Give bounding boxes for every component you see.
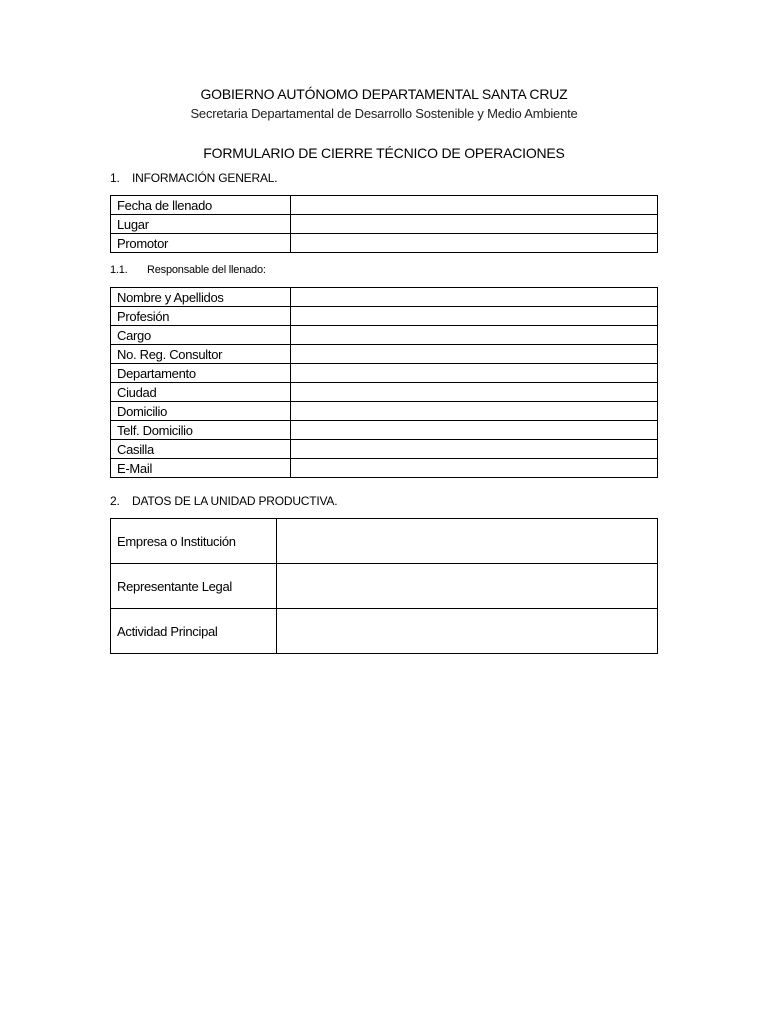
table-row: [111, 564, 658, 609]
email-field[interactable]: [291, 459, 657, 477]
field-label: Nombre y Apellidos: [111, 288, 291, 307]
representante-legal-cell[interactable]: [277, 564, 658, 609]
empresa-institucion-cell[interactable]: [277, 519, 658, 564]
section-1-1-number: 1.1.: [110, 264, 128, 276]
table-row: [111, 215, 658, 234]
table-row: [111, 421, 658, 440]
field-label: Domicilio: [111, 402, 291, 421]
empresa-institucion-field[interactable]: [277, 519, 657, 563]
field-label: Empresa o Institución: [111, 519, 277, 564]
section-1-heading: [110, 171, 277, 185]
lugar-cell[interactable]: [291, 215, 658, 234]
table-row: [111, 519, 658, 564]
departamento-field[interactable]: [291, 364, 657, 382]
representante-legal-field[interactable]: [277, 564, 657, 608]
government-title: GOBIERNO AUTÓNOMO DEPARTAMENTAL SANTA CRUZ: [200, 86, 568, 102]
departamento-cell[interactable]: [291, 364, 658, 383]
secretariat-subtitle: Secretaria Departamental de Desarrollo Sostenible y Medio Ambiente: [190, 106, 578, 121]
domicilio-cell[interactable]: [291, 402, 658, 421]
promotor-field[interactable]: [291, 234, 657, 252]
profesion-field[interactable]: [291, 307, 657, 325]
field-label: Ciudad: [111, 383, 291, 402]
ciudad-cell[interactable]: [291, 383, 658, 402]
table-row: [111, 609, 658, 654]
table-row: [111, 196, 658, 215]
section-2-number: 2.: [110, 494, 120, 508]
nombre-apellidos-field[interactable]: [291, 288, 657, 306]
reg-consultor-field[interactable]: [291, 345, 657, 363]
field-label: Promotor: [111, 234, 291, 253]
reg-consultor-cell[interactable]: [291, 345, 658, 364]
profesion-cell[interactable]: [291, 307, 658, 326]
actividad-principal-cell[interactable]: [277, 609, 658, 654]
form-title: FORMULARIO DE CIERRE TÉCNICO DE OPERACIONES: [203, 145, 565, 161]
email-cell[interactable]: [291, 459, 658, 478]
fecha-llenado-cell[interactable]: [291, 196, 658, 215]
field-label: Profesión: [111, 307, 291, 326]
field-label: Lugar: [111, 215, 291, 234]
table-row: [111, 383, 658, 402]
field-label: No. Reg. Consultor: [111, 345, 291, 364]
domicilio-field[interactable]: [291, 402, 657, 420]
responsible-table: [110, 287, 658, 478]
section-1-number: 1.: [110, 171, 120, 185]
table-row: [111, 459, 658, 478]
field-label: Fecha de llenado: [111, 196, 291, 215]
promotor-cell[interactable]: [291, 234, 658, 253]
field-label: E-Mail: [111, 459, 291, 478]
field-label: Representante Legal: [111, 564, 277, 609]
section-1-title: INFORMACIÓN GENERAL.: [132, 171, 278, 185]
section-2-heading: [110, 494, 337, 508]
general-info-table: [110, 195, 658, 253]
table-row: [111, 288, 658, 307]
casilla-field[interactable]: [291, 440, 657, 458]
casilla-cell[interactable]: [291, 440, 658, 459]
field-label: Casilla: [111, 440, 291, 459]
table-row: [111, 307, 658, 326]
fecha-llenado-field[interactable]: [291, 196, 657, 214]
table-row: [111, 345, 658, 364]
table-row: [111, 402, 658, 421]
field-label: Actividad Principal: [111, 609, 277, 654]
nombre-apellidos-cell[interactable]: [291, 288, 658, 307]
telf-domicilio-cell[interactable]: [291, 421, 658, 440]
field-label: Departamento: [111, 364, 291, 383]
field-label: Cargo: [111, 326, 291, 345]
table-row: [111, 234, 658, 253]
table-row: [111, 326, 658, 345]
section-1-1-heading: [110, 264, 266, 276]
telf-domicilio-field[interactable]: [291, 421, 657, 439]
field-label: Telf. Domicilio: [111, 421, 291, 440]
productive-unit-table: [110, 518, 658, 654]
cargo-field[interactable]: [291, 326, 657, 344]
table-row: [111, 440, 658, 459]
lugar-field[interactable]: [291, 215, 657, 233]
ciudad-field[interactable]: [291, 383, 657, 401]
section-1-1-title: Responsable del llenado:: [147, 264, 266, 276]
cargo-cell[interactable]: [291, 326, 658, 345]
actividad-principal-field[interactable]: [277, 609, 657, 653]
table-row: [111, 364, 658, 383]
section-2-title: DATOS DE LA UNIDAD PRODUCTIVA.: [132, 494, 338, 508]
